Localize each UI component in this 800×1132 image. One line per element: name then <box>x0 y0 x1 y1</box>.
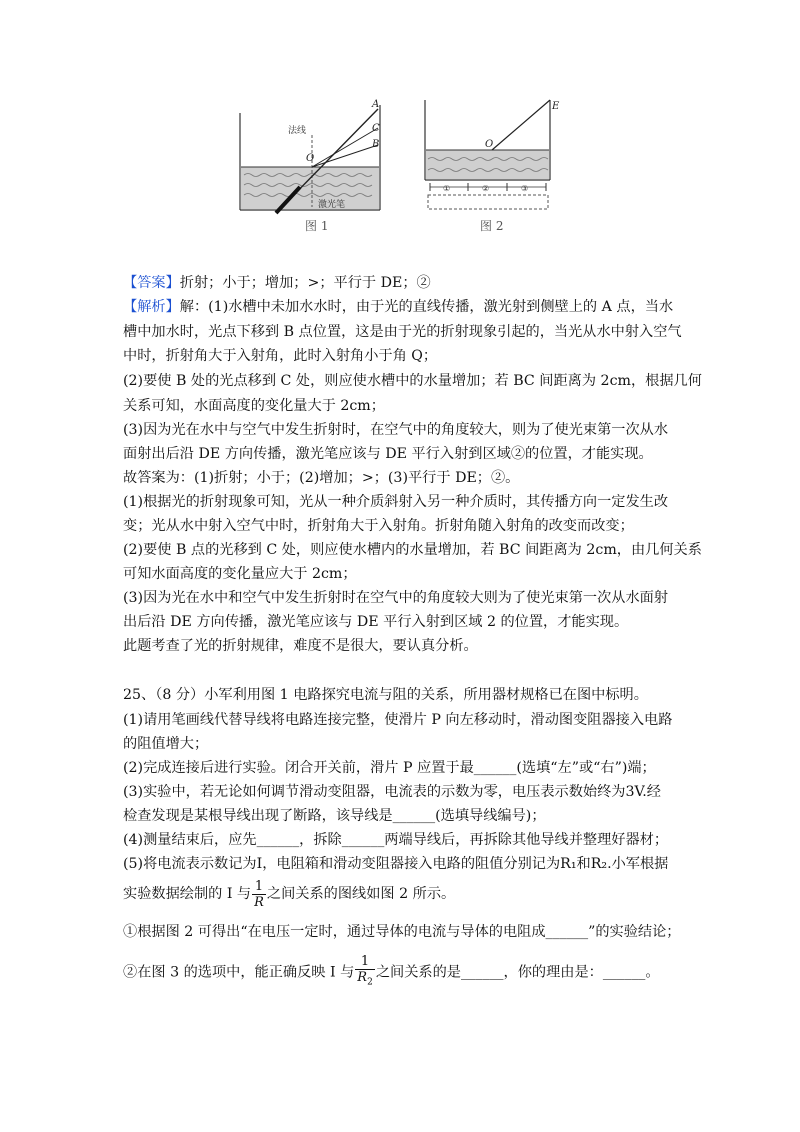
line9-text-after: 之间关系的图线如图 2 所示。 <box>266 886 456 902</box>
analysis-line: 中时，折射角大于入射角，此时入射角小于角 Q； <box>123 348 438 364</box>
fraction-denominator: R <box>254 894 264 910</box>
analysis-line: (3)因为光在水中和空气中发生折射时在空气中的角度较大则为了使光束第一次从水面射 <box>123 590 669 606</box>
fig2-zone-3: ③ <box>521 184 529 193</box>
analysis-line: (1)根据光的折射现象可知，光从一种介质斜射入另一种介质时，其传播方向一定发生改 <box>123 494 669 510</box>
analysis-line: 槽中加水时，光点下移到 B 点位置，这是由于光的折射现象引起的，当光从水中射入空气 <box>123 324 682 340</box>
line11-text-before: ②在图 3 的选项中，能正确反映 I 与 <box>123 964 355 981</box>
fig1-point-o: O <box>306 153 315 164</box>
analysis-line: 面射出后沿 DE 方向传播，激光笔应该与 DE 平行入射到区域②的位置，才能实现。 <box>123 446 653 462</box>
line9-text-before: 实验数据绘制的 I 与 <box>123 886 252 902</box>
fig1-pen-label: 激光笔 <box>318 200 346 210</box>
fraction-1-over-r <box>252 879 266 910</box>
question-line-fraction <box>123 954 660 991</box>
fig2-point-o: O <box>485 139 494 150</box>
analysis-line: 此题考查了光的折射规律，难度不是很大，要认真分析。 <box>123 638 478 654</box>
figure2-caption: 图 2 <box>480 219 504 233</box>
fig2-zone-2: ② <box>482 184 490 193</box>
question-line: 25、（8 分）小军利用图 1 电路探究电流与阻的关系，所用器材规格已在图中标明。 <box>123 687 648 703</box>
answer-tag: 【答案】 <box>123 275 180 291</box>
fig1-point-b: B <box>372 139 380 150</box>
question-line: (4)测量结束后，应先______，拆除______两端导线后，再拆除其他导线并整理好器材； <box>123 832 669 848</box>
fraction-denominator-var: R <box>357 970 368 985</box>
question-line: (1)请用笔画线代替导线将电路连接完整，使滑片 P 向左移动时，滑动图变阻器接入电路 <box>123 712 673 728</box>
question-line: 的阻值增大； <box>123 736 209 752</box>
question-line-fraction <box>123 876 455 912</box>
question-line: (5)将电流表示数记为I，电阻箱和滑动变阻器接入电路的阻值分别记为R₁和R₂.小军根据 <box>123 856 669 872</box>
fig1-point-c: C <box>372 123 380 134</box>
analysis-text: 解：(1)水槽中未加水水时，由于光的直线传播，激光射到侧壁上的 A 点，当水 <box>179 299 674 315</box>
fig2-zone-1: ① <box>443 184 451 193</box>
fig1-normal-label: 法线 <box>288 126 307 136</box>
analysis-line: 关系可知，水面高度的变化量大于 2cm； <box>123 398 385 414</box>
analysis-line: 出后沿 DE 方向传播，激光笔应该与 DE 平行入射到区域 2 的位置，才能实现。 <box>123 614 629 630</box>
analysis-line: 变；光从水中射入空气中时，折射角大于入射角。折射角随入射角的改变而改变； <box>123 518 634 534</box>
fraction-numerator: 1 <box>355 954 375 970</box>
question-line: (3)实验中，若无论如何调节滑动变阻器，电流表的示数为零，电压表示数始终为3V.经 <box>123 784 661 800</box>
analysis-line: (3)因为光在水中与空气中发生折射时，在空气中的角度较大，则为了使光束第一次从水 <box>123 422 669 438</box>
fraction-1-over-r2 <box>355 954 375 991</box>
refraction-figures <box>230 95 570 235</box>
answer-line <box>123 271 431 295</box>
question-line: (2)完成连接后进行实验。闭合开关前，滑片 P 应置于最______(选填“左”或“右”)端； <box>123 760 656 776</box>
fraction-numerator: 1 <box>252 879 266 895</box>
question-line: ①根据图 2 可得出“在电压一定时，通过导体的电流与导体的电阻成______”的实验结论； <box>123 924 681 940</box>
fig2-point-e: E <box>552 101 560 112</box>
analysis-line <box>123 295 673 319</box>
analysis-line: (2)要使 B 处的光点移到 C 处，则应使水槽中的水量增加；若 BC 间距离为 2cm，根据几何 <box>123 373 702 389</box>
analysis-line: (2)要使 B 点的光移到 C 处，则应使水槽内的水量增加，若 BC 间距离为 2cm，由几何关系 <box>123 542 702 558</box>
fraction-denominator <box>355 970 375 991</box>
question-line: 检查发现是某根导线出现了断路，该导线是______(选填导线编号)； <box>123 808 546 824</box>
figures <box>230 95 570 235</box>
analysis-tag: 【解析】 <box>123 299 180 315</box>
analysis-line: 可知水面高度的变化量应大于 2cm； <box>123 566 357 582</box>
figure1-caption: 图 1 <box>305 219 329 233</box>
analysis-line: 故答案为：(1)折射；小于；(2)增加；>；(3)平行于 DE；②。 <box>123 470 520 486</box>
line11-text-after: 之间关系的是______，你的理由是：______。 <box>375 964 660 981</box>
answer-text: 折射；小于；增加；>；平行于 DE；② <box>179 275 431 291</box>
fraction-denominator-sub: 2 <box>367 977 373 988</box>
fig1-point-a: A <box>372 99 380 110</box>
